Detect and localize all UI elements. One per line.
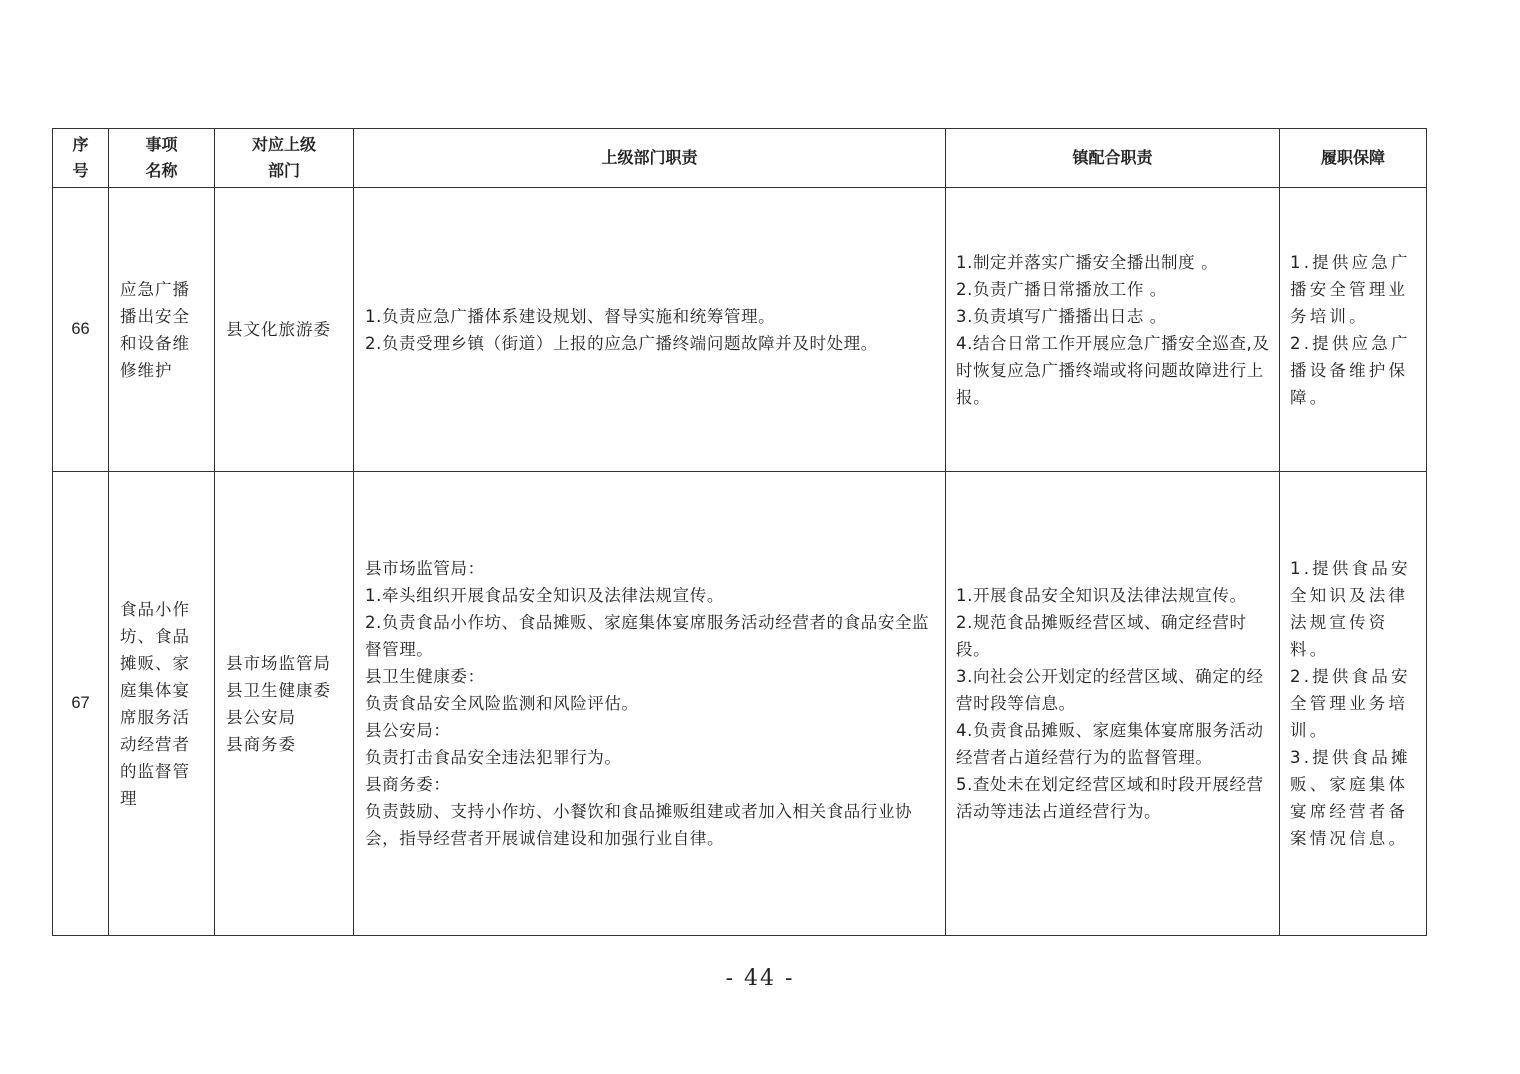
town-line: 1.开展食品安全知识及法律法规宣传。 xyxy=(956,586,1247,605)
table-header-row xyxy=(53,129,1427,188)
town-line: 3.向社会公开划定的经营区域、确定的经营时段等信息。 xyxy=(956,667,1264,713)
superior-duty xyxy=(354,472,946,936)
item-name: 应急广播播出安全和设备维修维护 xyxy=(109,188,215,472)
duty-line: 负责鼓励、支持小作坊、小餐饮和食品摊贩组建或者加入相关食品行业协会，指导经营者开展诚信建设和加强行业自律。 xyxy=(365,802,913,848)
guarantee-line: 1.提供应急广播安全管理业务培训。 xyxy=(1290,252,1411,326)
dept-line: 县公安局 xyxy=(226,707,296,727)
guarantee-line: 2.提供食品安全管理业务培训。 xyxy=(1290,667,1411,740)
town-line: 3.负责填写广播播出日志 。 xyxy=(956,306,1167,326)
duty-line: 县市场监管局： xyxy=(365,559,485,578)
header-superior-duty: 上级部门职责 xyxy=(354,129,946,188)
town-line: 4.结合日常工作开展应急广播安全巡查,及时恢复应急广播终端或将问题故障进行上报。 xyxy=(956,333,1270,407)
duty-line: 负责打击食品安全违法犯罪行为。 xyxy=(365,748,622,767)
duty-line: 1.负责应急广播体系建设规划、督导实施和统筹管理。 xyxy=(365,306,776,326)
row-number: 67 xyxy=(53,472,109,936)
header-town-duty: 镇配合职责 xyxy=(946,129,1280,188)
duty-line: 1.牵头组织开展食品安全知识及法律法规宣传。 xyxy=(365,586,724,605)
duty-line: 县商务委： xyxy=(365,775,451,794)
item-name: 食品小作坊、食品摊贩、家庭集体宴席服务活动经营者的监督管理 xyxy=(109,472,215,936)
guarantee-line: 2.提供应急广播设备维护保障。 xyxy=(1290,333,1411,407)
town-line: 2.负责广播日常播放工作 。 xyxy=(956,279,1167,299)
town-duty xyxy=(946,472,1280,936)
duty-line: 2.负责食品小作坊、食品摊贩、家庭集体宴席服务活动经营者的食品安全监督管理。 xyxy=(365,613,930,659)
dept-line: 县文化旅游委 xyxy=(226,320,331,339)
guarantee xyxy=(1280,188,1427,472)
guarantee xyxy=(1280,472,1427,936)
town-line: 5.查处未在划定经营区域和时段开展经营活动等违法占道经营行为。 xyxy=(956,775,1264,821)
table-row xyxy=(53,188,1427,472)
table-row xyxy=(53,472,1427,936)
duty-line: 县卫生健康委： xyxy=(365,667,485,686)
duty-line: 2.负责受理乡镇（街道）上报的应急广播终端问题故障并及时处理。 xyxy=(365,333,878,353)
dept-line: 县市场监管局 xyxy=(226,653,331,673)
guarantee-line: 1.提供食品安全知识及法律法规宣传资料。 xyxy=(1290,559,1411,659)
header-item-name: 事项 名称 xyxy=(109,129,215,188)
superior-dept xyxy=(215,472,354,936)
duty-line: 负责食品安全风险监测和风险评估。 xyxy=(365,694,639,713)
duty-line: 县公安局： xyxy=(365,721,451,740)
superior-duty xyxy=(354,188,946,472)
responsibility-table xyxy=(52,128,1427,936)
header-superior-dept: 对应上级 部门 xyxy=(215,129,354,188)
page-number: - 44 - xyxy=(725,966,795,991)
town-duty xyxy=(946,188,1280,472)
town-line: 4.负责食品摊贩、家庭集体宴席服务活动经营者占道经营行为的监督管理。 xyxy=(956,721,1264,767)
town-line: 2.规范食品摊贩经营区域、确定经营时段。 xyxy=(956,613,1247,659)
row-number: 66 xyxy=(53,188,109,472)
header-guarantee: 履职保障 xyxy=(1280,129,1427,188)
header-no: 序 号 xyxy=(53,129,109,188)
town-line: 1.制定并落实广播安全播出制度 。 xyxy=(956,252,1219,272)
dept-line: 县卫生健康委 xyxy=(226,680,331,700)
superior-dept xyxy=(215,188,354,472)
dept-line: 县商务委 xyxy=(226,734,296,754)
guarantee-line: 3.提供食品摊贩、家庭集体宴席经营者备案情况信息。 xyxy=(1290,748,1411,848)
